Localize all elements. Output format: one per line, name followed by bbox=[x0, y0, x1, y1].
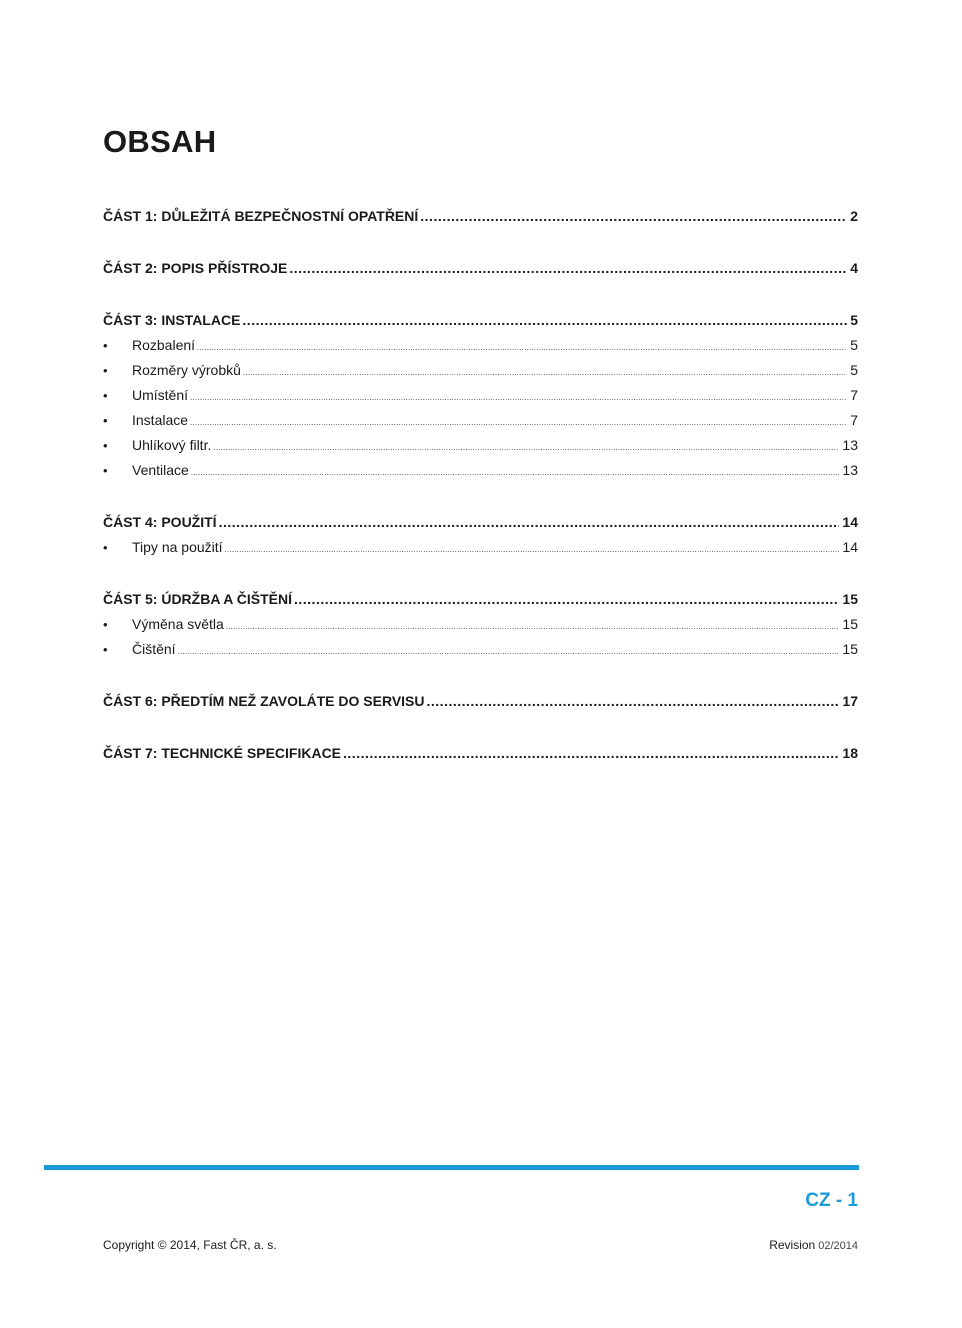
toc-page-number: 4 bbox=[850, 260, 858, 276]
copyright-text: Copyright © 2014, Fast ČR, a. s. bbox=[103, 1238, 277, 1252]
bullet: • bbox=[103, 413, 108, 428]
bullet: • bbox=[103, 540, 108, 555]
leader-dots bbox=[243, 360, 847, 383]
toc-subitem-cisteni[interactable] bbox=[103, 637, 858, 662]
toc-subitem-vymena-svetla[interactable] bbox=[103, 612, 858, 637]
toc-subitem-instalace[interactable] bbox=[103, 408, 858, 433]
toc-section-4[interactable] bbox=[103, 510, 858, 535]
toc-page-number: 5 bbox=[850, 337, 858, 353]
leader-dots bbox=[190, 410, 847, 433]
toc-label: Umístění bbox=[132, 387, 189, 403]
leader-dots bbox=[427, 689, 840, 714]
toc-label: ČÁST 3: INSTALACE bbox=[103, 312, 241, 328]
toc-page-number: 13 bbox=[842, 437, 858, 453]
bullet: • bbox=[103, 642, 108, 657]
leader-dots bbox=[343, 741, 839, 766]
toc-section-5[interactable] bbox=[103, 587, 858, 612]
toc-page-number: 7 bbox=[850, 387, 858, 403]
toc-subitem-rozbaleni[interactable] bbox=[103, 333, 858, 358]
bullet: • bbox=[103, 363, 108, 378]
leader-dots bbox=[289, 256, 847, 281]
toc-label: ČÁST 2: POPIS PŘÍSTROJE bbox=[103, 260, 288, 276]
leader-dots bbox=[420, 204, 847, 229]
leader-dots bbox=[191, 460, 840, 483]
toc-page-number: 15 bbox=[842, 616, 858, 632]
toc-page-number: 15 bbox=[842, 641, 858, 657]
toc-label: ČÁST 6: PŘEDTÍM NEŽ ZAVOLÁTE DO SERVISU bbox=[103, 693, 425, 709]
toc-label: Výměna světla bbox=[132, 616, 224, 632]
toc-label: Rozbalení bbox=[132, 337, 196, 353]
leader-dots bbox=[242, 308, 847, 333]
bullet: • bbox=[103, 463, 108, 478]
bullet: • bbox=[103, 438, 108, 453]
toc-subitem-umisteni[interactable] bbox=[103, 383, 858, 408]
toc-section-1[interactable] bbox=[103, 204, 858, 229]
bullet: • bbox=[103, 617, 108, 632]
toc-page-number: 7 bbox=[850, 412, 858, 428]
leader-dots bbox=[226, 614, 840, 637]
toc-section-6[interactable] bbox=[103, 689, 858, 714]
toc-page-number: 5 bbox=[850, 362, 858, 378]
leader-dots bbox=[219, 510, 840, 535]
leader-dots bbox=[178, 639, 840, 662]
toc-page-number: 17 bbox=[842, 693, 858, 709]
revision-label: Revision bbox=[769, 1238, 816, 1252]
toc-label: Ventilace bbox=[132, 462, 189, 478]
toc-label: ČÁST 7: TECHNICKÉ SPECIFIKACE bbox=[103, 745, 342, 761]
revision-info bbox=[769, 1238, 858, 1252]
toc-label: ČÁST 4: POUŽITÍ bbox=[103, 514, 217, 530]
table-of-contents bbox=[103, 204, 858, 766]
toc-label: ČÁST 1: DŮLEŽITÁ BEZPEČNOSTNÍ OPATŘENÍ bbox=[103, 208, 419, 224]
toc-page-number: 14 bbox=[842, 514, 858, 530]
leader-dots bbox=[190, 385, 847, 408]
leader-dots bbox=[213, 435, 839, 458]
page-title: OBSAH bbox=[103, 124, 217, 159]
toc-page-number: 5 bbox=[850, 312, 858, 328]
toc-page-number: 13 bbox=[842, 462, 858, 478]
toc-label: Instalace bbox=[132, 412, 189, 428]
bullet: • bbox=[103, 388, 108, 403]
toc-label: Uhlíkový filtr. bbox=[132, 437, 212, 453]
toc-label: ČÁST 5: ÚDRŽBA A ČIŠTĚNÍ bbox=[103, 591, 292, 607]
toc-section-2[interactable] bbox=[103, 256, 858, 281]
toc-subitem-tipy[interactable] bbox=[103, 535, 858, 560]
leader-dots bbox=[197, 335, 847, 358]
toc-page-number: 18 bbox=[842, 745, 858, 761]
leader-dots bbox=[225, 537, 840, 560]
toc-label: Tipy na použití bbox=[132, 539, 223, 555]
page-number-label: CZ - 1 bbox=[805, 1190, 858, 1211]
toc-label: Rozměry výrobků bbox=[132, 362, 241, 378]
toc-label: Čištění bbox=[132, 641, 176, 657]
toc-subitem-ventilace[interactable] bbox=[103, 458, 858, 483]
leader-dots bbox=[294, 587, 839, 612]
bullet: • bbox=[103, 338, 108, 353]
footer-divider bbox=[44, 1165, 859, 1170]
toc-section-7[interactable] bbox=[103, 741, 858, 766]
revision-value: 02/2014 bbox=[818, 1240, 858, 1252]
toc-page-number: 2 bbox=[850, 208, 858, 224]
toc-page-number: 15 bbox=[842, 591, 858, 607]
toc-subitem-uhlikovy-filtr[interactable] bbox=[103, 433, 858, 458]
toc-page-number: 14 bbox=[842, 539, 858, 555]
toc-section-3[interactable] bbox=[103, 308, 858, 333]
toc-subitem-rozmery[interactable] bbox=[103, 358, 858, 383]
